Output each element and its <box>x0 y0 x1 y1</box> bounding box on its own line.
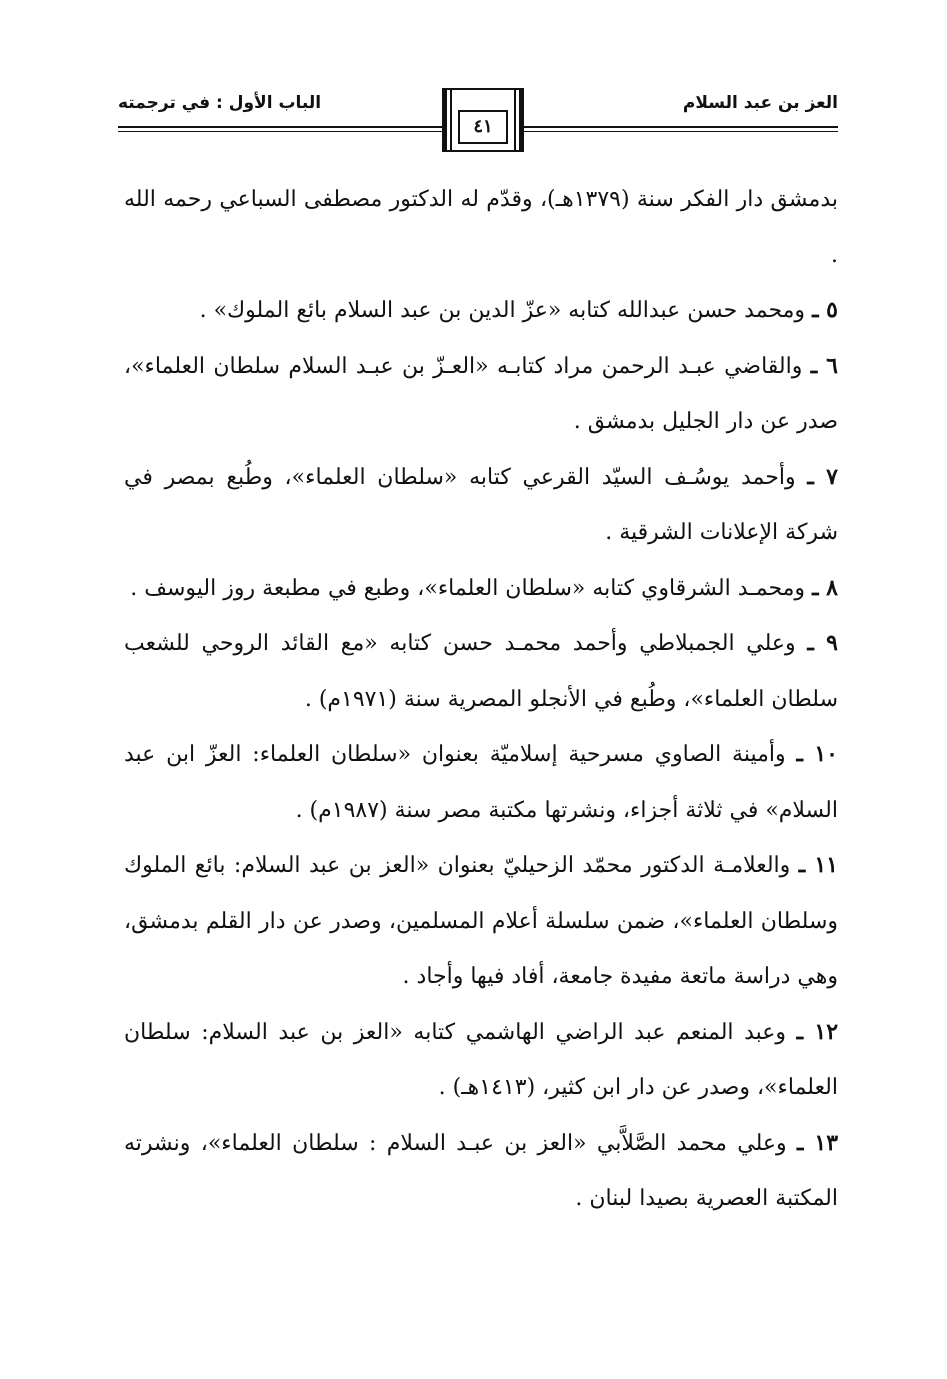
running-header <box>118 88 838 158</box>
frame-bar-right-outer <box>519 90 524 150</box>
paragraph <box>124 561 838 617</box>
paragraph <box>124 1116 838 1227</box>
paragraph <box>124 339 838 450</box>
paragraph <box>124 616 838 727</box>
item-number: ١٠ ـ <box>796 741 838 767</box>
paragraph <box>124 283 838 339</box>
page-number-frame <box>442 88 524 154</box>
header-rule-left-thin <box>118 131 442 132</box>
item-number: ١٣ ـ <box>796 1129 839 1156</box>
item-number: ٥ ـ <box>812 297 838 323</box>
paragraph-text: والعلامـة الدكتور محمّد الزحيليّ بعنوان «العز بن عبد السلام: بائع الملوك وسلطان العلماء»، ضمن سلسلة أعلام المسلمين، وصدر عن دار القلم بدمشق، وهي دراسة ماتعة مفيدة جامعة، أفاد فيها وأجاد . <box>124 853 838 989</box>
header-rule-left <box>118 126 442 128</box>
paragraph-text: وعبد المنعم عبد الراضي الهاشمي كتابه «العز بن عبد السلام: سلطان العلماء»، وصدر عن دار ابن كثير، (١٤١٣هـ) . <box>124 1019 838 1100</box>
frame-bar-left-inner <box>450 90 452 150</box>
paragraph <box>124 838 838 1005</box>
chapter-title: الباب الأول : في ترجمته <box>118 93 322 113</box>
paragraph-text: ومحمد حسن عبدالله كتابه «عزّ الدين بن عبد السلام بائع الملوك» . <box>199 298 806 323</box>
item-number: ١٢ ـ <box>796 1018 839 1045</box>
paragraph-text: وأمينة الصاوي مسرحية إسلاميّة بعنوان «سلطان العلماء: العزّ ابن عبد السلام» في ثلاثة أجزاء، ونشرتها مكتبة مصر سنة (١٩٨٧م) . <box>124 742 838 823</box>
book-title: العز بن عبد السلام <box>682 93 838 113</box>
paragraph <box>124 727 838 838</box>
page-number: ٤١ <box>458 110 508 144</box>
paragraph-text: ومحمـد الشرقاوي كتابه «سلطان العلماء»، وطبع في مطبعة روز اليوسف . <box>130 575 806 601</box>
paragraph-text: وعلي محمد الصَّلاَّبي «العز بن عبـد السلام : سلطان العلماء»، ونشرته المكتبة العصرية بصيدا لبنان . <box>124 1130 838 1211</box>
paragraph-text: وعلي الجمبلاطي وأحمد محمـد حسن كتابه «مع القائد الروحي للشعب سلطان العلماء»، وطُبع في الأنجلو المصرية سنة (١٩٧١م) . <box>124 631 838 712</box>
frame-bar-right-inner <box>514 90 516 150</box>
paragraph-text: وأحمد يوسُـف السيّد القرعي كتابه «سلطان العلماء»، وطُبع بمصر في شركة الإعلانات الشرقية . <box>124 464 838 545</box>
item-number: ٨ ـ <box>812 574 838 601</box>
paragraph-text: بدمشق دار الفكر سنة (١٣٧٩هـ)، وقدّم له الدكتور مصطفى السباعي رحمه الله . <box>124 187 838 268</box>
item-number: ١١ ـ <box>798 852 838 878</box>
paragraph <box>124 450 838 561</box>
paragraph <box>124 172 838 283</box>
body-text <box>124 172 838 1227</box>
item-number: ٧ ـ <box>807 463 838 490</box>
paragraph-text: والقاضي عبـد الرحمن مراد كتابـه «العـزّ بن عبـد السلام سلطان العلماء»، صدر عن دار الجليل بدمشق . <box>124 353 838 434</box>
frame-cap-bottom <box>442 150 524 152</box>
paragraph <box>124 1005 838 1116</box>
item-number: ٩ ـ <box>807 630 838 656</box>
item-number: ٦ ـ <box>810 352 838 379</box>
header-rule-right-thin <box>524 131 838 132</box>
frame-bar-left-outer <box>442 90 447 150</box>
header-rule-right <box>524 126 838 128</box>
frame-cap-top <box>442 88 524 90</box>
